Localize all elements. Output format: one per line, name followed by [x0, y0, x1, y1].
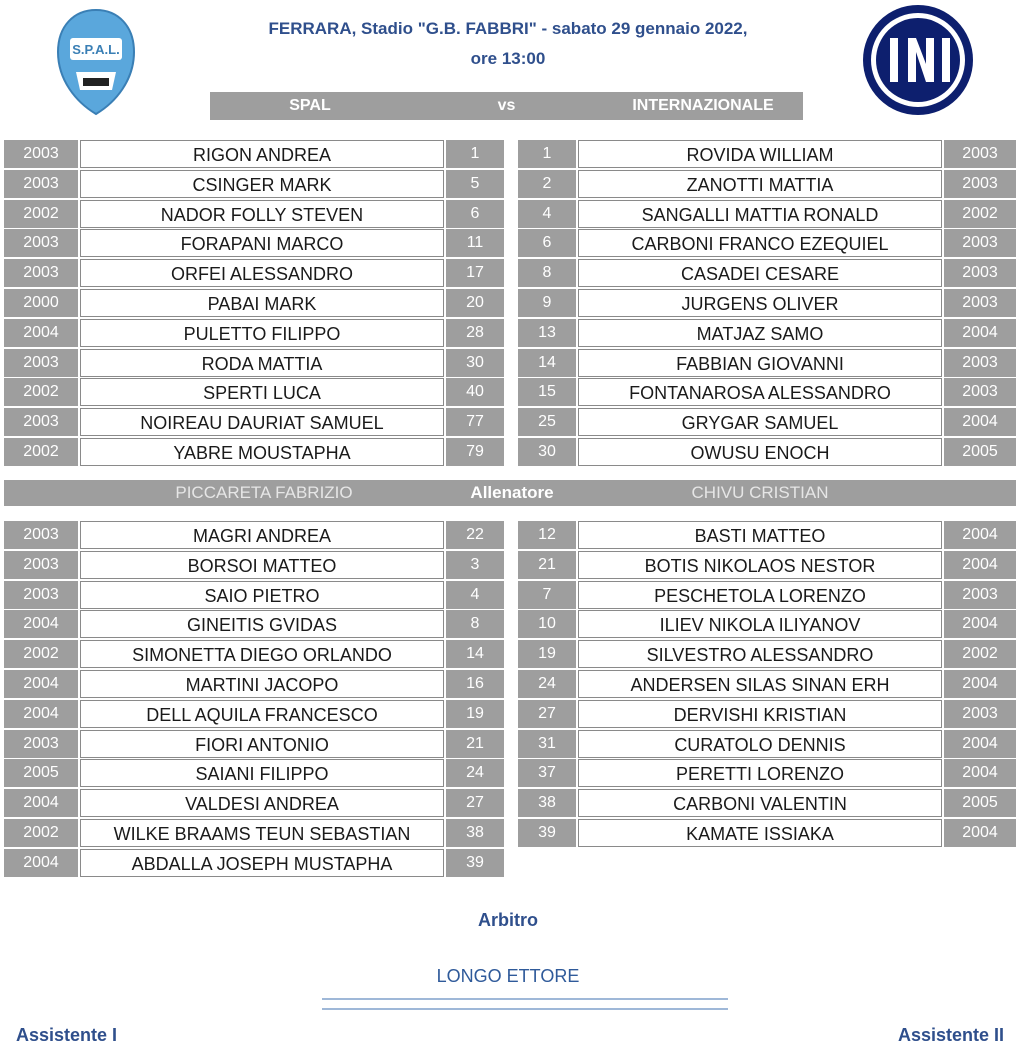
player-name: JURGENS OLIVER: [578, 289, 942, 317]
birth-year: 2000: [4, 289, 78, 317]
shirt-number: 25: [518, 408, 576, 436]
away-player-row: [0, 289, 1016, 317]
shirt-number: 24: [446, 759, 504, 787]
shirt-number: 14: [446, 640, 504, 668]
away-player-row: [0, 640, 1016, 668]
player-name: ZANOTTI MATTIA: [578, 170, 942, 198]
player-name: CURATOLO DENNIS: [578, 730, 942, 758]
referee-name: LONGO ETTORE: [436, 966, 580, 986]
shirt-number: 10: [518, 610, 576, 638]
birth-year: 2002: [944, 640, 1016, 668]
away-player-row: [0, 581, 1016, 609]
shirt-number: 77: [446, 408, 504, 436]
birth-year: 2003: [4, 140, 78, 168]
birth-year: 2002: [4, 438, 78, 466]
shirt-number: 24: [518, 670, 576, 698]
away-player-row: [0, 259, 1016, 287]
player-name: BASTI MATTEO: [578, 521, 942, 549]
shirt-number: 14: [518, 349, 576, 377]
player-name: DELL AQUILA FRANCESCO: [80, 700, 444, 728]
player-name: SPERTI LUCA: [80, 378, 444, 406]
coach-label: Allenatore: [470, 483, 554, 502]
birth-year: 2003: [4, 170, 78, 198]
birth-year: 2003: [944, 259, 1016, 287]
away-player-row: [0, 521, 1016, 549]
birth-year: 2004: [4, 789, 78, 817]
shirt-number: 19: [446, 700, 504, 728]
player-name: MATJAZ SAMO: [578, 319, 942, 347]
away-player-row: [0, 378, 1016, 406]
shirt-number: 8: [446, 610, 504, 638]
player-name: SANGALLI MATTIA RONALD: [578, 200, 942, 228]
birth-year: 2003: [944, 700, 1016, 728]
home-team-name: SPAL: [289, 97, 331, 114]
player-name: ABDALLA JOSEPH MUSTAPHA: [80, 849, 444, 877]
birth-year: 2004: [944, 319, 1016, 347]
birth-year: 2004: [944, 408, 1016, 436]
shirt-number: 9: [518, 289, 576, 317]
birth-year: 2004: [4, 670, 78, 698]
birth-year: 2002: [944, 200, 1016, 228]
away-player-row: [0, 349, 1016, 377]
birth-year: 2004: [4, 849, 78, 877]
birth-year: 2005: [4, 759, 78, 787]
referee-label: Arbitro: [478, 910, 538, 930]
away-player-row: [0, 700, 1016, 728]
assistant-1-label: Assistente I: [16, 1025, 118, 1045]
away-player-row: [0, 229, 1016, 257]
birth-year: 2004: [944, 819, 1016, 847]
away-player-row: [0, 819, 1016, 847]
assistant-2-label: Assistente II: [897, 1025, 1004, 1045]
shirt-number: 4: [518, 200, 576, 228]
player-name: NOIREAU DAURIAT SAMUEL: [80, 408, 444, 436]
away-player-row: [0, 408, 1016, 436]
birth-year: 2003: [4, 551, 78, 579]
birth-year: 2003: [4, 521, 78, 549]
home-coach: PICCARETA FABRIZIO: [175, 483, 353, 502]
player-name: BOTIS NIKOLAOS NESTOR: [578, 551, 942, 579]
home-player-row: [0, 849, 510, 877]
player-name: CARBONI FRANCO EZEQUIEL: [578, 229, 942, 257]
birth-year: 2003: [944, 289, 1016, 317]
shirt-number: 40: [446, 378, 504, 406]
shirt-number: 2: [518, 170, 576, 198]
player-name: PULETTO FILIPPO: [80, 319, 444, 347]
player-name: GRYGAR SAMUEL: [578, 408, 942, 436]
birth-year: 2002: [4, 378, 78, 406]
birth-year: 2004: [4, 610, 78, 638]
shirt-number: 5: [446, 170, 504, 198]
player-name: WILKE BRAAMS TEUN SEBASTIAN: [80, 819, 444, 847]
birth-year: 2003: [944, 378, 1016, 406]
away-player-row: [0, 200, 1016, 228]
venue-line-1: FERRARA, Stadio "G.B. FABBRI" - sabato 29 gennaio 2022,: [268, 19, 748, 38]
teams-bar: [210, 92, 803, 120]
vs-label: vs: [497, 97, 516, 114]
shirt-number: 1: [518, 140, 576, 168]
birth-year: 2003: [944, 349, 1016, 377]
birth-year: 2003: [944, 170, 1016, 198]
shirt-number: 28: [446, 319, 504, 347]
player-name: NADOR FOLLY STEVEN: [80, 200, 444, 228]
birth-year: 2003: [4, 349, 78, 377]
shirt-number: 12: [518, 521, 576, 549]
shirt-number: 17: [446, 259, 504, 287]
shirt-number: 27: [518, 700, 576, 728]
player-name: SAIANI FILIPPO: [80, 759, 444, 787]
player-name: BORSOI MATTEO: [80, 551, 444, 579]
away-player-row: [0, 670, 1016, 698]
shirt-number: 4: [446, 581, 504, 609]
away-player-row: [0, 610, 1016, 638]
birth-year: 2002: [4, 200, 78, 228]
divider-line: [322, 998, 728, 1000]
away-player-row: [0, 551, 1016, 579]
player-name: RIGON ANDREA: [80, 140, 444, 168]
player-name: CARBONI VALENTIN: [578, 789, 942, 817]
shirt-number: 6: [446, 200, 504, 228]
birth-year: 2004: [944, 670, 1016, 698]
player-name: FONTANAROSA ALESSANDRO: [578, 378, 942, 406]
birth-year: 2003: [4, 408, 78, 436]
player-name: FORAPANI MARCO: [80, 229, 444, 257]
divider-line: [322, 1008, 728, 1010]
player-name: OWUSU ENOCH: [578, 438, 942, 466]
player-name: SIMONETTA DIEGO ORLANDO: [80, 640, 444, 668]
birth-year: 2004: [944, 551, 1016, 579]
shirt-number: 8: [518, 259, 576, 287]
away-player-row: [0, 140, 1016, 168]
player-name: CASADEI CESARE: [578, 259, 942, 287]
birth-year: 2004: [4, 319, 78, 347]
shirt-number: 22: [446, 521, 504, 549]
birth-year: 2003: [4, 730, 78, 758]
player-name: KAMATE ISSIAKA: [578, 819, 942, 847]
player-name: CSINGER MARK: [80, 170, 444, 198]
player-name: ORFEI ALESSANDRO: [80, 259, 444, 287]
shirt-number: 13: [518, 319, 576, 347]
shirt-number: 38: [518, 789, 576, 817]
coaches-bar: [4, 480, 1016, 506]
player-name: ANDERSEN SILAS SINAN ERH: [578, 670, 942, 698]
shirt-number: 21: [518, 551, 576, 579]
birth-year: 2002: [4, 819, 78, 847]
birth-year: 2004: [944, 759, 1016, 787]
birth-year: 2003: [4, 581, 78, 609]
shirt-number: 31: [518, 730, 576, 758]
shirt-number: 16: [446, 670, 504, 698]
player-name: MAGRI ANDREA: [80, 521, 444, 549]
shirt-number: 7: [518, 581, 576, 609]
shirt-number: 38: [446, 819, 504, 847]
venue-line-2: ore 13:00: [470, 49, 546, 68]
birth-year: 2004: [944, 521, 1016, 549]
player-name: FABBIAN GIOVANNI: [578, 349, 942, 377]
shirt-number: 20: [446, 289, 504, 317]
shirt-number: 79: [446, 438, 504, 466]
player-name: ILIEV NIKOLA ILIYANOV: [578, 610, 942, 638]
player-name: SAIO PIETRO: [80, 581, 444, 609]
shirt-number: 15: [518, 378, 576, 406]
player-name: VALDESI ANDREA: [80, 789, 444, 817]
player-name: SILVESTRO ALESSANDRO: [578, 640, 942, 668]
player-name: ROVIDA WILLIAM: [578, 140, 942, 168]
away-player-row: [0, 789, 1016, 817]
birth-year: 2003: [4, 229, 78, 257]
birth-year: 2005: [944, 789, 1016, 817]
shirt-number: 19: [518, 640, 576, 668]
shirt-number: 11: [446, 229, 504, 257]
shirt-number: 6: [518, 229, 576, 257]
inter-logo: [860, 2, 976, 118]
player-name: PABAI MARK: [80, 289, 444, 317]
shirt-number: 21: [446, 730, 504, 758]
player-name: FIORI ANTONIO: [80, 730, 444, 758]
away-player-row: [0, 170, 1016, 198]
shirt-number: 30: [518, 438, 576, 466]
match-venue: [190, 14, 826, 74]
birth-year: 2004: [944, 610, 1016, 638]
player-name: RODA MATTIA: [80, 349, 444, 377]
birth-year: 2004: [944, 730, 1016, 758]
away-player-row: [0, 319, 1016, 347]
shirt-number: 27: [446, 789, 504, 817]
birth-year: 2002: [4, 640, 78, 668]
spal-logo: [56, 8, 136, 116]
shirt-number: 30: [446, 349, 504, 377]
player-name: MARTINI JACOPO: [80, 670, 444, 698]
birth-year: 2005: [944, 438, 1016, 466]
shirt-number: 39: [446, 849, 504, 877]
birth-year: 2003: [944, 581, 1016, 609]
away-team-name: INTERNAZIONALE: [632, 97, 774, 114]
shirt-number: 37: [518, 759, 576, 787]
player-name: GINEITIS GVIDAS: [80, 610, 444, 638]
player-name: PESCHETOLA LORENZO: [578, 581, 942, 609]
shirt-number: 1: [446, 140, 504, 168]
away-player-row: [0, 438, 1016, 466]
birth-year: 2003: [944, 229, 1016, 257]
away-player-row: [0, 759, 1016, 787]
player-name: YABRE MOUSTAPHA: [80, 438, 444, 466]
birth-year: 2003: [4, 259, 78, 287]
spal-logo-text: S.P.A.L.: [72, 42, 120, 57]
shirt-number: 3: [446, 551, 504, 579]
birth-year: 2004: [4, 700, 78, 728]
birth-year: 2003: [944, 140, 1016, 168]
away-coach: CHIVU CRISTIAN: [691, 483, 829, 502]
away-player-row: [0, 730, 1016, 758]
player-name: DERVISHI KRISTIAN: [578, 700, 942, 728]
shirt-number: 39: [518, 819, 576, 847]
player-name: PERETTI LORENZO: [578, 759, 942, 787]
